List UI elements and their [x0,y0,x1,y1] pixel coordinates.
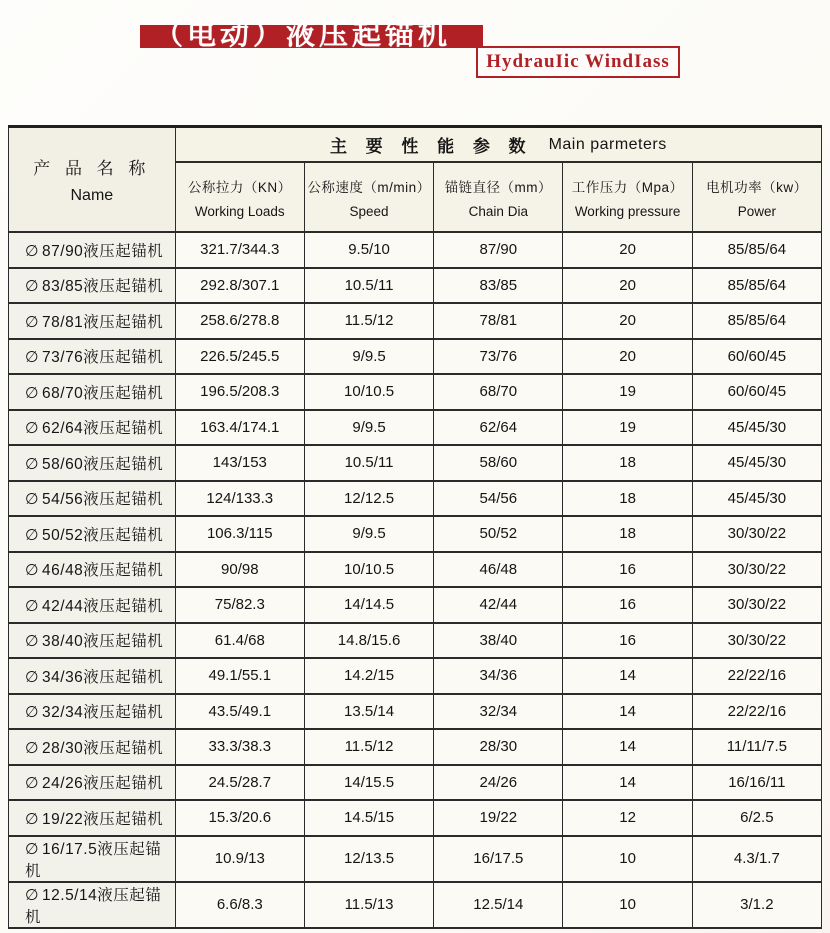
page-title: （电动）液压起锚机 [154,19,452,51]
cell-speed: 14/15.5 [304,765,433,801]
product-name-text: 28/30液压起锚机 [42,739,164,757]
product-name-text: 68/70液压起锚机 [42,384,164,402]
cell-chain-dia: 34/36 [434,658,563,694]
title-banner [140,19,483,51]
table-row [9,658,822,694]
cell-name [9,729,176,765]
product-name-text: 87/90液压起锚机 [42,242,164,260]
product-name-text: 32/34液压起锚机 [42,704,164,722]
cell-power: 45/45/30 [692,481,821,517]
cell-chain-dia: 42/44 [434,587,563,623]
cell-speed: 11.5/12 [304,303,433,339]
name-column-header [9,127,176,233]
table-row [9,410,822,446]
cell-power: 22/22/16 [692,694,821,730]
cell-name [9,765,176,801]
cell-pressure: 16 [563,552,692,588]
cell-power: 85/85/64 [692,232,821,268]
diameter-symbol: ∅ [25,668,40,686]
cell-name [9,339,176,375]
col-working-load-en: Working Loads [194,203,285,219]
cell-pressure: 20 [563,268,692,304]
cell-name [9,268,176,304]
cell-power: 45/45/30 [692,445,821,481]
cell-chain-dia: 19/22 [434,800,563,836]
cell-working-load: 124/133.3 [175,481,304,517]
cell-working-load: 6.6/8.3 [175,882,304,928]
cell-chain-dia: 78/81 [434,303,563,339]
cell-power: 16/16/11 [692,765,821,801]
cell-working-load: 15.3/20.6 [175,800,304,836]
cell-pressure: 10 [563,882,692,928]
cell-working-load: 10.9/13 [175,836,304,882]
cell-chain-dia: 24/26 [434,765,563,801]
table-row [9,836,822,882]
cell-speed: 9/9.5 [304,516,433,552]
cell-pressure: 12 [563,800,692,836]
name-header-en: Name [70,187,114,204]
cell-name [9,481,176,517]
cell-chain-dia: 50/52 [434,516,563,552]
spec-table-body [9,232,822,928]
column-header-pressure [563,162,692,232]
col-power-cn: 电机功率（kw） [706,179,808,195]
cell-chain-dia: 46/48 [434,552,563,588]
cell-working-load: 33.3/38.3 [175,729,304,765]
table-row [9,552,822,588]
cell-speed: 9/9.5 [304,410,433,446]
product-name-text: 24/26液压起锚机 [42,775,164,793]
diameter-symbol: ∅ [25,597,40,615]
cell-working-load: 49.1/55.1 [175,658,304,694]
product-name-text: 46/48液压起锚机 [42,562,164,580]
cell-pressure: 14 [563,658,692,694]
cell-chain-dia: 58/60 [434,445,563,481]
product-name-text: 16/17.5液压起锚机 [25,840,162,880]
cell-speed: 14.5/15 [304,800,433,836]
product-name-text: 34/36液压起锚机 [42,668,164,686]
product-name-text: 19/22液压起锚机 [42,810,164,828]
cell-power: 4.3/1.7 [692,836,821,882]
product-name-text: 54/56液压起锚机 [42,491,164,509]
col-speed-en: Speed [349,203,389,219]
cell-power: 60/60/45 [692,339,821,375]
table-row [9,765,822,801]
cell-power: 60/60/45 [692,374,821,410]
cell-name [9,587,176,623]
column-header-chain-dia [434,162,563,232]
cell-name [9,658,176,694]
cell-pressure: 20 [563,232,692,268]
product-name-text: 78/81液压起锚机 [42,313,164,331]
product-name-text: 38/40液压起锚机 [42,633,164,651]
product-name-text: 73/76液压起锚机 [42,349,164,367]
cell-name [9,303,176,339]
cell-speed: 9.5/10 [304,232,433,268]
cell-speed: 10/10.5 [304,374,433,410]
cell-name [9,694,176,730]
diameter-symbol: ∅ [25,349,40,367]
column-header-power [692,162,821,232]
cell-speed: 9/9.5 [304,339,433,375]
cell-name [9,623,176,659]
cell-working-load: 43.5/49.1 [175,694,304,730]
product-name-text: 58/60液压起锚机 [42,455,164,473]
cell-chain-dia: 38/40 [434,623,563,659]
cell-speed: 14.8/15.6 [304,623,433,659]
cell-speed: 14/14.5 [304,587,433,623]
col-chain-dia-en: Chain Dia [468,203,528,219]
cell-pressure: 16 [563,587,692,623]
cell-name [9,516,176,552]
cell-speed: 11.5/13 [304,882,433,928]
diameter-symbol: ∅ [25,810,40,828]
table-row [9,481,822,517]
diameter-symbol: ∅ [25,562,40,580]
cell-name [9,552,176,588]
cell-speed: 10/10.5 [304,552,433,588]
cell-power: 30/30/22 [692,587,821,623]
cell-chain-dia: 28/30 [434,729,563,765]
subtitle-box [476,46,680,78]
cell-name [9,882,176,928]
main-parameters-header [175,127,821,163]
diameter-symbol: ∅ [25,420,40,438]
diameter-symbol: ∅ [25,633,40,651]
col-speed-cn: 公称速度（m/min） [307,179,431,195]
cell-chain-dia: 16/17.5 [434,836,563,882]
product-name-text: 12.5/14液压起锚机 [25,886,162,926]
table-row [9,339,822,375]
column-header-speed [304,162,433,232]
cell-name [9,374,176,410]
cell-power: 30/30/22 [692,516,821,552]
cell-pressure: 16 [563,623,692,659]
cell-power: 11/11/7.5 [692,729,821,765]
table-row [9,268,822,304]
diameter-symbol: ∅ [25,840,40,858]
cell-power: 85/85/64 [692,268,821,304]
col-chain-dia-cn: 锚链直径（mm） [444,179,553,195]
cell-working-load: 90/98 [175,552,304,588]
cell-chain-dia: 83/85 [434,268,563,304]
diameter-symbol: ∅ [25,739,40,757]
cell-chain-dia: 68/70 [434,374,563,410]
cell-speed: 13.5/14 [304,694,433,730]
diameter-symbol: ∅ [25,313,40,331]
cell-speed: 12/13.5 [304,836,433,882]
cell-name [9,800,176,836]
product-name-text: 50/52液压起锚机 [42,526,164,544]
col-pressure-cn: 工作压力（Mpa） [571,179,684,195]
cell-speed: 10.5/11 [304,268,433,304]
cell-power: 30/30/22 [692,623,821,659]
diameter-symbol: ∅ [25,491,40,509]
spec-table [8,125,822,929]
col-pressure-en: Working pressure [574,203,681,219]
cell-pressure: 10 [563,836,692,882]
diameter-symbol: ∅ [25,775,40,793]
table-row [9,303,822,339]
cell-pressure: 19 [563,374,692,410]
cell-power: 6/2.5 [692,800,821,836]
cell-working-load: 258.6/278.8 [175,303,304,339]
cell-working-load: 292.8/307.1 [175,268,304,304]
cell-working-load: 226.5/245.5 [175,339,304,375]
table-row [9,374,822,410]
cell-power: 22/22/16 [692,658,821,694]
cell-working-load: 143/153 [175,445,304,481]
header-row-main [9,127,822,163]
cell-name [9,410,176,446]
cell-working-load: 106.3/115 [175,516,304,552]
cell-chain-dia: 12.5/14 [434,882,563,928]
cell-speed: 12/12.5 [304,481,433,517]
cell-pressure: 18 [563,516,692,552]
cell-working-load: 24.5/28.7 [175,765,304,801]
diameter-symbol: ∅ [25,526,40,544]
diameter-symbol: ∅ [25,455,40,473]
cell-pressure: 20 [563,339,692,375]
cell-pressure: 14 [563,765,692,801]
cell-speed: 10.5/11 [304,445,433,481]
cell-power: 30/30/22 [692,552,821,588]
cell-speed: 11.5/12 [304,729,433,765]
cell-working-load: 321.7/344.3 [175,232,304,268]
name-header-cn: 产 品 名 称 [33,159,151,178]
cell-working-load: 61.4/68 [175,623,304,659]
table-row [9,694,822,730]
cell-chain-dia: 62/64 [434,410,563,446]
table-row [9,516,822,552]
cell-name [9,445,176,481]
cell-working-load: 75/82.3 [175,587,304,623]
cell-power: 45/45/30 [692,410,821,446]
cell-chain-dia: 54/56 [434,481,563,517]
table-row [9,232,822,268]
product-name-text: 42/44液压起锚机 [42,597,164,615]
cell-pressure: 19 [563,410,692,446]
cell-name [9,232,176,268]
product-name-text: 62/64液压起锚机 [42,420,164,438]
cell-speed: 14.2/15 [304,658,433,694]
col-working-load-cn: 公称拉力（KN） [187,179,292,195]
cell-pressure: 14 [563,694,692,730]
cell-working-load: 163.4/174.1 [175,410,304,446]
table-row [9,445,822,481]
cell-chain-dia: 73/76 [434,339,563,375]
page-subtitle: HydrauIic WindIass [486,51,670,72]
column-header-working-load [175,162,304,232]
diameter-symbol: ∅ [25,384,40,402]
cell-pressure: 18 [563,481,692,517]
cell-pressure: 14 [563,729,692,765]
diameter-symbol: ∅ [25,704,40,722]
cell-pressure: 20 [563,303,692,339]
main-header-cn: 主 要 性 能 参 数 [329,137,533,156]
cell-working-load: 196.5/208.3 [175,374,304,410]
table-row [9,623,822,659]
cell-chain-dia: 32/34 [434,694,563,730]
cell-name [9,836,176,882]
cell-power: 85/85/64 [692,303,821,339]
diameter-symbol: ∅ [25,886,40,904]
product-name-text: 83/85液压起锚机 [42,278,164,296]
cell-power: 3/1.2 [692,882,821,928]
table-row [9,882,822,928]
main-header-en: Main parmeters [548,135,667,153]
diameter-symbol: ∅ [25,278,40,296]
col-power-en: Power [737,203,776,219]
table-row [9,587,822,623]
diameter-symbol: ∅ [25,242,40,260]
cell-pressure: 18 [563,445,692,481]
cell-chain-dia: 87/90 [434,232,563,268]
table-row [9,800,822,836]
table-row [9,729,822,765]
